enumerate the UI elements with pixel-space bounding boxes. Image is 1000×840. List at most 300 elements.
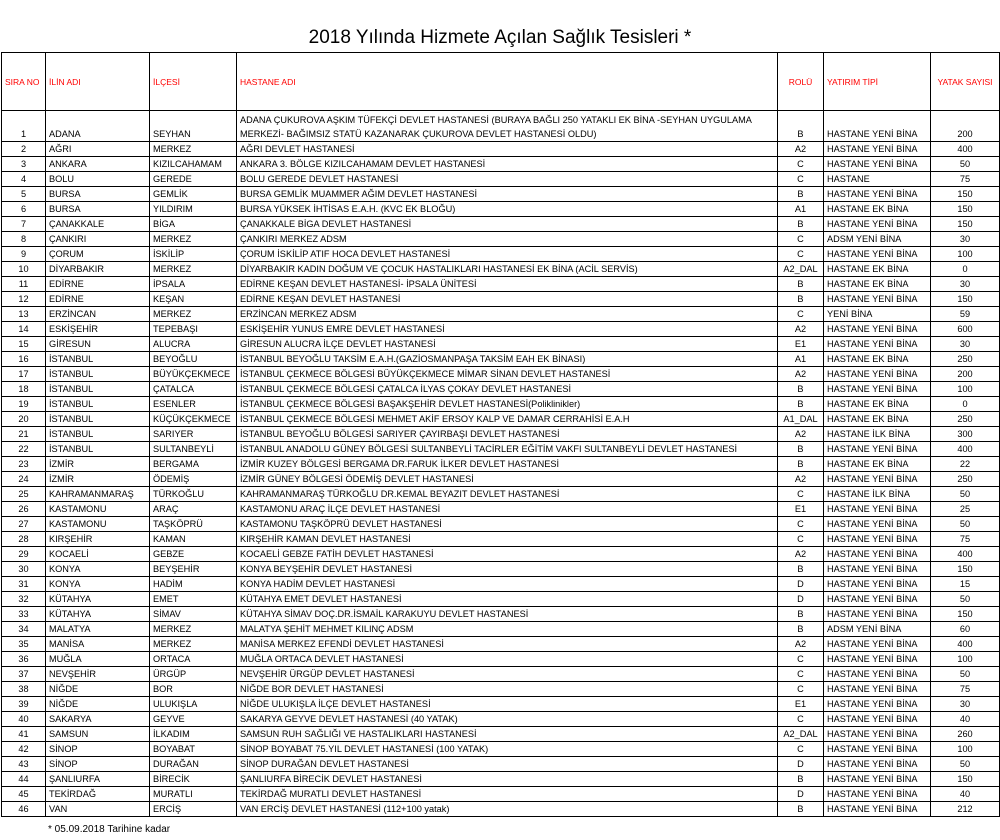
cell-rol: D bbox=[778, 577, 824, 592]
cell-rol: A2_DAL bbox=[778, 262, 824, 277]
cell-il: BOLU bbox=[46, 172, 150, 187]
cell-sira-no: 14 bbox=[2, 322, 46, 337]
cell-sira-no: 27 bbox=[2, 517, 46, 532]
cell-yatak-sayisi: 60 bbox=[931, 622, 1000, 637]
cell-rol: A2 bbox=[778, 637, 824, 652]
cell-il: NEVŞEHİR bbox=[46, 667, 150, 682]
cell-ilce: ERCİŞ bbox=[150, 802, 237, 817]
cell-hastane: BURSA GEMLİK MUAMMER AĞIM DEVLET HASTANESİ bbox=[237, 187, 778, 202]
table-row bbox=[2, 292, 1000, 307]
cell-yatirim-tipi: HASTANE YENİ BİNA bbox=[824, 187, 931, 202]
cell-il: SİNOP bbox=[46, 757, 150, 772]
cell-sira-no: 29 bbox=[2, 547, 46, 562]
cell-ilce: ESENLER bbox=[150, 397, 237, 412]
cell-rol: B bbox=[778, 802, 824, 817]
cell-hastane: KÜTAHYA SİMAV DOÇ.DR.İSMAİL KARAKUYU DEVLET HASTANESİ bbox=[237, 607, 778, 622]
cell-il: GİRESUN bbox=[46, 337, 150, 352]
cell-hastane: KIRŞEHİR KAMAN DEVLET HASTANESİ bbox=[237, 532, 778, 547]
table-row bbox=[2, 232, 1000, 247]
cell-il: İZMİR bbox=[46, 472, 150, 487]
cell-ilce: TEPEBAŞI bbox=[150, 322, 237, 337]
cell-sira-no: 32 bbox=[2, 592, 46, 607]
cell-ilce: KÜÇÜKÇEKMECE bbox=[150, 412, 237, 427]
cell-il: VAN bbox=[46, 802, 150, 817]
table-row bbox=[2, 262, 1000, 277]
cell-yatirim-tipi: HASTANE YENİ BİNA bbox=[824, 157, 931, 172]
cell-yatak-sayisi: 600 bbox=[931, 322, 1000, 337]
cell-il: KASTAMONU bbox=[46, 517, 150, 532]
table-row bbox=[2, 217, 1000, 232]
cell-yatirim-tipi: HASTANE YENİ BİNA bbox=[824, 292, 931, 307]
cell-rol: A2 bbox=[778, 472, 824, 487]
table-row bbox=[2, 337, 1000, 352]
table-row bbox=[2, 472, 1000, 487]
cell-yatirim-tipi: HASTANE YENİ BİNA bbox=[824, 757, 931, 772]
cell-rol: B bbox=[778, 382, 824, 397]
cell-ilce: KEŞAN bbox=[150, 292, 237, 307]
cell-sira-no: 1 bbox=[2, 111, 46, 142]
table-row bbox=[2, 352, 1000, 367]
cell-il: ÇANAKKALE bbox=[46, 217, 150, 232]
table-row bbox=[2, 397, 1000, 412]
cell-il: KIRŞEHİR bbox=[46, 532, 150, 547]
cell-yatak-sayisi: 250 bbox=[931, 412, 1000, 427]
cell-yatirim-tipi: HASTANE YENİ BİNA bbox=[824, 607, 931, 622]
cell-sira-no: 28 bbox=[2, 532, 46, 547]
cell-yatak-sayisi: 150 bbox=[931, 772, 1000, 787]
cell-ilce: BİRECİK bbox=[150, 772, 237, 787]
cell-sira-no: 12 bbox=[2, 292, 46, 307]
cell-ilce: MERKEZ bbox=[150, 622, 237, 637]
cell-yatirim-tipi: HASTANE YENİ BİNA bbox=[824, 111, 931, 142]
cell-il: İSTANBUL bbox=[46, 442, 150, 457]
cell-il: KONYA bbox=[46, 562, 150, 577]
cell-sira-no: 9 bbox=[2, 247, 46, 262]
cell-sira-no: 46 bbox=[2, 802, 46, 817]
cell-rol: A2 bbox=[778, 427, 824, 442]
table-row bbox=[2, 322, 1000, 337]
cell-ilce: ÜRGÜP bbox=[150, 667, 237, 682]
cell-ilce: MURATLI bbox=[150, 787, 237, 802]
cell-yatirim-tipi: HASTANE YENİ BİNA bbox=[824, 637, 931, 652]
cell-sira-no: 42 bbox=[2, 742, 46, 757]
cell-il: İSTANBUL bbox=[46, 427, 150, 442]
cell-rol: C bbox=[778, 682, 824, 697]
cell-il: MANİSA bbox=[46, 637, 150, 652]
cell-yatirim-tipi: HASTANE YENİ BİNA bbox=[824, 592, 931, 607]
cell-hastane: MALATYA ŞEHİT MEHMET KILINÇ ADSM bbox=[237, 622, 778, 637]
table-row bbox=[2, 367, 1000, 382]
cell-yatirim-tipi: HASTANE YENİ BİNA bbox=[824, 142, 931, 157]
cell-yatak-sayisi: 50 bbox=[931, 757, 1000, 772]
table-row bbox=[2, 307, 1000, 322]
cell-yatirim-tipi: HASTANE YENİ BİNA bbox=[824, 517, 931, 532]
cell-ilce: MERKEZ bbox=[150, 262, 237, 277]
cell-yatak-sayisi: 40 bbox=[931, 712, 1000, 727]
cell-yatak-sayisi: 15 bbox=[931, 577, 1000, 592]
cell-rol: A2 bbox=[778, 142, 824, 157]
cell-yatak-sayisi: 75 bbox=[931, 172, 1000, 187]
cell-hastane: KASTAMONU ARAÇ İLÇE DEVLET HASTANESİ bbox=[237, 502, 778, 517]
table-row bbox=[2, 157, 1000, 172]
cell-il: KOCAELİ bbox=[46, 547, 150, 562]
cell-rol: A1 bbox=[778, 202, 824, 217]
cell-sira-no: 25 bbox=[2, 487, 46, 502]
cell-ilce: YILDIRIM bbox=[150, 202, 237, 217]
cell-hastane: İSTANBUL BEYOĞLU BÖLGESİ SARIYER ÇAYIRBAŞI DEVLET HASTANESİ bbox=[237, 427, 778, 442]
cell-yatak-sayisi: 59 bbox=[931, 307, 1000, 322]
cell-sira-no: 15 bbox=[2, 337, 46, 352]
cell-rol: B bbox=[778, 292, 824, 307]
cell-rol: B bbox=[778, 277, 824, 292]
cell-ilce: BEYŞEHİR bbox=[150, 562, 237, 577]
table-row bbox=[2, 532, 1000, 547]
cell-rol: C bbox=[778, 517, 824, 532]
cell-yatirim-tipi: HASTANE YENİ BİNA bbox=[824, 772, 931, 787]
cell-ilce: KAMAN bbox=[150, 532, 237, 547]
cell-yatak-sayisi: 100 bbox=[931, 652, 1000, 667]
table-row bbox=[2, 187, 1000, 202]
table-row bbox=[2, 682, 1000, 697]
cell-hastane: ESKİŞEHİR YUNUS EMRE DEVLET HASTANESİ bbox=[237, 322, 778, 337]
cell-ilce: BİGA bbox=[150, 217, 237, 232]
cell-ilce: HADİM bbox=[150, 577, 237, 592]
cell-yatak-sayisi: 75 bbox=[931, 682, 1000, 697]
cell-il: MALATYA bbox=[46, 622, 150, 637]
table-row bbox=[2, 111, 1000, 142]
cell-yatak-sayisi: 75 bbox=[931, 532, 1000, 547]
cell-sira-no: 43 bbox=[2, 757, 46, 772]
cell-rol: A1_DAL bbox=[778, 412, 824, 427]
cell-yatak-sayisi: 30 bbox=[931, 277, 1000, 292]
cell-yatirim-tipi: HASTANE İLK BİNA bbox=[824, 487, 931, 502]
cell-ilce: EMET bbox=[150, 592, 237, 607]
cell-rol: C bbox=[778, 172, 824, 187]
table-row bbox=[2, 562, 1000, 577]
cell-hastane: DİYARBAKIR KADIN DOĞUM VE ÇOCUK HASTALIKLARI HASTANESİ EK BİNA (ACİL SERVİS) bbox=[237, 262, 778, 277]
cell-hastane: ÇORUM İSKİLİP ATIF HOCA DEVLET HASTANESİ bbox=[237, 247, 778, 262]
cell-ilce: SİMAV bbox=[150, 607, 237, 622]
cell-sira-no: 10 bbox=[2, 262, 46, 277]
cell-yatak-sayisi: 50 bbox=[931, 157, 1000, 172]
cell-hastane: ÇANAKKALE BİGA DEVLET HASTANESİ bbox=[237, 217, 778, 232]
cell-sira-no: 6 bbox=[2, 202, 46, 217]
table-row bbox=[2, 172, 1000, 187]
table-row bbox=[2, 487, 1000, 502]
cell-sira-no: 31 bbox=[2, 577, 46, 592]
cell-rol: B bbox=[778, 772, 824, 787]
cell-yatak-sayisi: 400 bbox=[931, 442, 1000, 457]
cell-ilce: İSKİLİP bbox=[150, 247, 237, 262]
cell-ilce: MERKEZ bbox=[150, 232, 237, 247]
cell-hastane: ŞANLIURFA BİRECİK DEVLET HASTANESİ bbox=[237, 772, 778, 787]
cell-yatak-sayisi: 400 bbox=[931, 142, 1000, 157]
cell-sira-no: 34 bbox=[2, 622, 46, 637]
cell-rol: B bbox=[778, 187, 824, 202]
cell-ilce: BÜYÜKÇEKMECE bbox=[150, 367, 237, 382]
cell-il: BURSA bbox=[46, 187, 150, 202]
cell-sira-no: 41 bbox=[2, 727, 46, 742]
cell-yatak-sayisi: 250 bbox=[931, 352, 1000, 367]
cell-il: NİĞDE bbox=[46, 682, 150, 697]
cell-rol: C bbox=[778, 232, 824, 247]
cell-ilce: ORTACA bbox=[150, 652, 237, 667]
cell-rol: C bbox=[778, 742, 824, 757]
cell-yatak-sayisi: 40 bbox=[931, 787, 1000, 802]
column-header-yatak-sayisi: YATAK SAYISI bbox=[931, 53, 1000, 111]
cell-sira-no: 11 bbox=[2, 277, 46, 292]
cell-ilce: TÜRKOĞLU bbox=[150, 487, 237, 502]
cell-ilce: MERKEZ bbox=[150, 637, 237, 652]
table-row bbox=[2, 802, 1000, 817]
cell-ilce: SULTANBEYLİ bbox=[150, 442, 237, 457]
cell-yatak-sayisi: 22 bbox=[931, 457, 1000, 472]
cell-il: İSTANBUL bbox=[46, 352, 150, 367]
cell-ilce: ULUKIŞLA bbox=[150, 697, 237, 712]
cell-sira-no: 36 bbox=[2, 652, 46, 667]
cell-il: ÇANKIRI bbox=[46, 232, 150, 247]
cell-sira-no: 22 bbox=[2, 442, 46, 457]
cell-hastane: ANKARA 3. BÖLGE KIZILCAHAMAM DEVLET HASTANESİ bbox=[237, 157, 778, 172]
cell-yatirim-tipi: HASTANE YENİ BİNA bbox=[824, 727, 931, 742]
cell-il: SAKARYA bbox=[46, 712, 150, 727]
cell-yatak-sayisi: 0 bbox=[931, 397, 1000, 412]
cell-yatirim-tipi: HASTANE YENİ BİNA bbox=[824, 247, 931, 262]
cell-yatirim-tipi: HASTANE YENİ BİNA bbox=[824, 547, 931, 562]
cell-rol: C bbox=[778, 532, 824, 547]
cell-yatirim-tipi: HASTANE YENİ BİNA bbox=[824, 742, 931, 757]
cell-yatak-sayisi: 50 bbox=[931, 487, 1000, 502]
table-row bbox=[2, 667, 1000, 682]
table-row bbox=[2, 652, 1000, 667]
cell-sira-no: 5 bbox=[2, 187, 46, 202]
cell-yatirim-tipi: HASTANE EK BİNA bbox=[824, 262, 931, 277]
cell-rol: D bbox=[778, 787, 824, 802]
cell-hastane: NEVŞEHİR ÜRGÜP DEVLET HASTANESİ bbox=[237, 667, 778, 682]
document-title: 2018 Yılında Hizmete Açılan Sağlık Tesisleri * bbox=[308, 27, 692, 48]
cell-ilce: İLKADIM bbox=[150, 727, 237, 742]
cell-yatirim-tipi: HASTANE YENİ BİNA bbox=[824, 502, 931, 517]
column-header-rol: ROLÜ bbox=[778, 53, 824, 111]
cell-yatirim-tipi: YENİ BİNA bbox=[824, 307, 931, 322]
cell-il: KÜTAHYA bbox=[46, 607, 150, 622]
cell-sira-no: 44 bbox=[2, 772, 46, 787]
cell-yatak-sayisi: 300 bbox=[931, 427, 1000, 442]
cell-yatirim-tipi: HASTANE EK BİNA bbox=[824, 277, 931, 292]
cell-yatirim-tipi: HASTANE YENİ BİNA bbox=[824, 787, 931, 802]
table-row bbox=[2, 457, 1000, 472]
table-row bbox=[2, 757, 1000, 772]
cell-ilce: DURAĞAN bbox=[150, 757, 237, 772]
table-row bbox=[2, 202, 1000, 217]
cell-sira-no: 20 bbox=[2, 412, 46, 427]
cell-ilce: BEYOĞLU bbox=[150, 352, 237, 367]
cell-yatak-sayisi: 50 bbox=[931, 517, 1000, 532]
cell-ilce: MERKEZ bbox=[150, 307, 237, 322]
cell-ilce: SEYHAN bbox=[150, 111, 237, 142]
cell-hastane: KONYA BEYŞEHİR DEVLET HASTANESİ bbox=[237, 562, 778, 577]
cell-ilce: GEMLİK bbox=[150, 187, 237, 202]
cell-hastane: İSTANBUL ANADOLU GÜNEY BÖLGESİ SULTANBEYLİ TACİRLER EĞİTİM VAKFI SULTANBEYLİ DEVLET HASTANESİ bbox=[237, 442, 778, 457]
cell-yatirim-tipi: ADSM YENİ BİNA bbox=[824, 622, 931, 637]
cell-rol: E1 bbox=[778, 502, 824, 517]
cell-hastane: KONYA HADİM DEVLET HASTANESİ bbox=[237, 577, 778, 592]
cell-sira-no: 19 bbox=[2, 397, 46, 412]
cell-ilce: GEREDE bbox=[150, 172, 237, 187]
cell-il: AĞRI bbox=[46, 142, 150, 157]
cell-il: SİNOP bbox=[46, 742, 150, 757]
table-row bbox=[2, 607, 1000, 622]
cell-ilce: GEYVE bbox=[150, 712, 237, 727]
cell-hastane: ÇANKIRI MERKEZ ADSM bbox=[237, 232, 778, 247]
column-header-hastane: HASTANE ADI bbox=[237, 53, 778, 111]
cell-yatirim-tipi: HASTANE YENİ BİNA bbox=[824, 682, 931, 697]
cell-sira-no: 38 bbox=[2, 682, 46, 697]
cell-sira-no: 7 bbox=[2, 217, 46, 232]
table-row bbox=[2, 142, 1000, 157]
column-header-ilce: İLÇESİ bbox=[150, 53, 237, 111]
cell-il: KAHRAMANMARAŞ bbox=[46, 487, 150, 502]
cell-sira-no: 21 bbox=[2, 427, 46, 442]
cell-hastane: SAMSUN RUH SAĞLIĞI VE HASTALIKLARI HASTANESİ bbox=[237, 727, 778, 742]
cell-rol: E1 bbox=[778, 697, 824, 712]
table-row bbox=[2, 712, 1000, 727]
cell-il: MUĞLA bbox=[46, 652, 150, 667]
footnote: * 05.09.2018 Tarihine kadar bbox=[48, 824, 171, 835]
cell-rol: B bbox=[778, 622, 824, 637]
cell-sira-no: 39 bbox=[2, 697, 46, 712]
table-row bbox=[2, 697, 1000, 712]
cell-ilce: BOR bbox=[150, 682, 237, 697]
cell-il: İSTANBUL bbox=[46, 397, 150, 412]
table-row bbox=[2, 787, 1000, 802]
cell-yatak-sayisi: 50 bbox=[931, 667, 1000, 682]
cell-hastane: MUĞLA ORTACA DEVLET HASTANESİ bbox=[237, 652, 778, 667]
cell-sira-no: 40 bbox=[2, 712, 46, 727]
cell-sira-no: 8 bbox=[2, 232, 46, 247]
cell-ilce: BERGAMA bbox=[150, 457, 237, 472]
cell-hastane: SİNOP DURAĞAN DEVLET HASTANESİ bbox=[237, 757, 778, 772]
cell-sira-no: 2 bbox=[2, 142, 46, 157]
cell-il: TEKİRDAĞ bbox=[46, 787, 150, 802]
cell-ilce: MERKEZ bbox=[150, 142, 237, 157]
cell-ilce: SARIYER bbox=[150, 427, 237, 442]
cell-yatak-sayisi: 150 bbox=[931, 562, 1000, 577]
cell-hastane: İSTANBUL BEYOĞLU TAKSİM E.A.H.(GAZİOSMANPAŞA TAKSİM EAH EK BİNASI) bbox=[237, 352, 778, 367]
cell-yatak-sayisi: 100 bbox=[931, 742, 1000, 757]
cell-yatak-sayisi: 212 bbox=[931, 802, 1000, 817]
cell-ilce: ALUCRA bbox=[150, 337, 237, 352]
cell-rol: E1 bbox=[778, 337, 824, 352]
cell-rol: C bbox=[778, 247, 824, 262]
cell-hastane: KASTAMONU TAŞKÖPRÜ DEVLET HASTANESİ bbox=[237, 517, 778, 532]
cell-yatak-sayisi: 200 bbox=[931, 111, 1000, 142]
cell-il: KÜTAHYA bbox=[46, 592, 150, 607]
table-row bbox=[2, 247, 1000, 262]
cell-yatak-sayisi: 0 bbox=[931, 262, 1000, 277]
cell-rol: B bbox=[778, 457, 824, 472]
column-header-sira-no: SIRA NO bbox=[2, 53, 46, 111]
cell-ilce: ARAÇ bbox=[150, 502, 237, 517]
cell-il: DİYARBAKIR bbox=[46, 262, 150, 277]
cell-yatirim-tipi: HASTANE YENİ BİNA bbox=[824, 217, 931, 232]
cell-hastane: NİĞDE ULUKIŞLA İLÇE DEVLET HASTANESİ bbox=[237, 697, 778, 712]
cell-yatak-sayisi: 50 bbox=[931, 592, 1000, 607]
cell-yatirim-tipi: HASTANE YENİ BİNA bbox=[824, 712, 931, 727]
table-row bbox=[2, 742, 1000, 757]
cell-rol: A2 bbox=[778, 322, 824, 337]
cell-il: ESKİŞEHİR bbox=[46, 322, 150, 337]
cell-hastane: İSTANBUL ÇEKMECE BÖLGESİ BAŞAKŞEHİR DEVLET HASTANESİ(Poliklinikler) bbox=[237, 397, 778, 412]
cell-il: NİĞDE bbox=[46, 697, 150, 712]
cell-rol: C bbox=[778, 307, 824, 322]
cell-yatak-sayisi: 100 bbox=[931, 382, 1000, 397]
cell-hastane: MANİSA MERKEZ EFENDİ DEVLET HASTANESİ bbox=[237, 637, 778, 652]
cell-rol: A1 bbox=[778, 352, 824, 367]
cell-il: ŞANLIURFA bbox=[46, 772, 150, 787]
cell-il: İSTANBUL bbox=[46, 367, 150, 382]
cell-ilce: TAŞKÖPRÜ bbox=[150, 517, 237, 532]
cell-hastane: İSTANBUL ÇEKMECE BÖLGESİ MEHMET AKİF ERSOY KALP VE DAMAR CERRAHİSİ E.A.H bbox=[237, 412, 778, 427]
table-row bbox=[2, 637, 1000, 652]
cell-yatirim-tipi: HASTANE YENİ BİNA bbox=[824, 337, 931, 352]
cell-hastane: İSTANBUL ÇEKMECE BÖLGESİ ÇATALCA İLYAS ÇOKAY DEVLET HASTANESİ bbox=[237, 382, 778, 397]
cell-yatirim-tipi: HASTANE İLK BİNA bbox=[824, 427, 931, 442]
cell-yatirim-tipi: HASTANE EK BİNA bbox=[824, 202, 931, 217]
cell-il: ANKARA bbox=[46, 157, 150, 172]
cell-hastane: ERZİNCAN MERKEZ ADSM bbox=[237, 307, 778, 322]
cell-yatak-sayisi: 400 bbox=[931, 547, 1000, 562]
cell-yatak-sayisi: 100 bbox=[931, 247, 1000, 262]
cell-sira-no: 45 bbox=[2, 787, 46, 802]
cell-yatak-sayisi: 150 bbox=[931, 202, 1000, 217]
cell-yatak-sayisi: 30 bbox=[931, 337, 1000, 352]
cell-il: KASTAMONU bbox=[46, 502, 150, 517]
cell-rol: B bbox=[778, 111, 824, 142]
facilities-table bbox=[1, 52, 1000, 817]
cell-hastane: EDİRNE KEŞAN DEVLET HASTANESİ- İPSALA ÜNİTESİ bbox=[237, 277, 778, 292]
cell-yatirim-tipi: HASTANE bbox=[824, 172, 931, 187]
cell-hastane: İZMİR GÜNEY BÖLGESİ ÖDEMİŞ DEVLET HASTANESİ bbox=[237, 472, 778, 487]
cell-yatirim-tipi: HASTANE YENİ BİNA bbox=[824, 442, 931, 457]
cell-rol: C bbox=[778, 712, 824, 727]
table-row bbox=[2, 427, 1000, 442]
cell-rol: C bbox=[778, 487, 824, 502]
table-body bbox=[2, 111, 1000, 817]
cell-rol: C bbox=[778, 652, 824, 667]
table-row bbox=[2, 727, 1000, 742]
cell-hastane: VAN ERCİŞ DEVLET HASTANESİ (112+100 yatak) bbox=[237, 802, 778, 817]
table-row bbox=[2, 577, 1000, 592]
cell-ilce: KIZILCAHAMAM bbox=[150, 157, 237, 172]
cell-yatak-sayisi: 150 bbox=[931, 607, 1000, 622]
cell-ilce: İPSALA bbox=[150, 277, 237, 292]
cell-sira-no: 17 bbox=[2, 367, 46, 382]
header-row bbox=[2, 53, 1000, 111]
cell-il: SAMSUN bbox=[46, 727, 150, 742]
cell-hastane: KAHRAMANMARAŞ TÜRKOĞLU DR.KEMAL BEYAZIT DEVLET HASTANESİ bbox=[237, 487, 778, 502]
column-header-il: İLİN ADI bbox=[46, 53, 150, 111]
cell-yatak-sayisi: 150 bbox=[931, 187, 1000, 202]
cell-rol: C bbox=[778, 157, 824, 172]
column-header-yatirim-tipi: YATIRIM TİPİ bbox=[824, 53, 931, 111]
cell-yatak-sayisi: 150 bbox=[931, 292, 1000, 307]
cell-rol: D bbox=[778, 757, 824, 772]
cell-rol: A2 bbox=[778, 547, 824, 562]
cell-yatirim-tipi: HASTANE YENİ BİNA bbox=[824, 472, 931, 487]
cell-yatak-sayisi: 250 bbox=[931, 472, 1000, 487]
cell-hastane: EDİRNE KEŞAN DEVLET HASTANESİ bbox=[237, 292, 778, 307]
